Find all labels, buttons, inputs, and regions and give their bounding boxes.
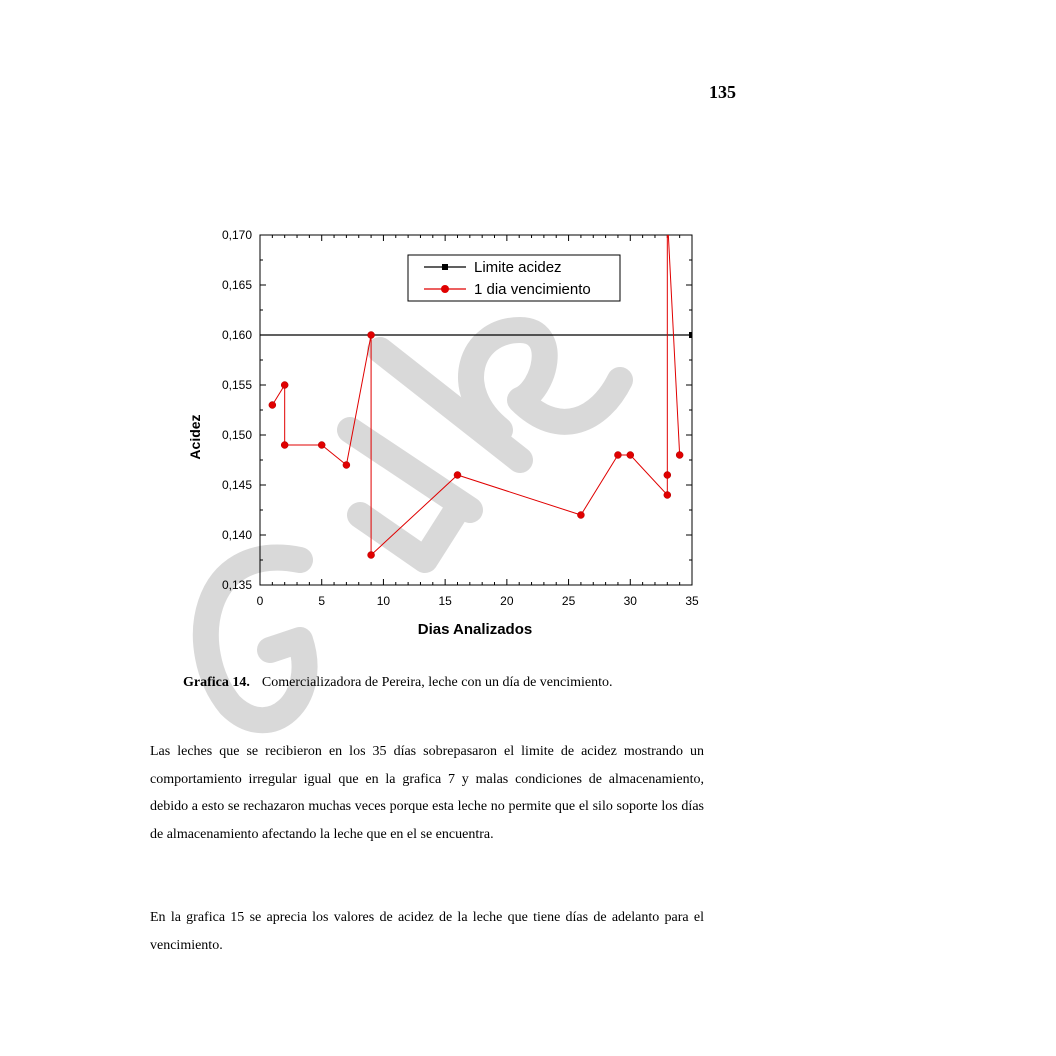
data-point — [577, 512, 584, 519]
y-tick-label: 0,170 — [221, 228, 252, 242]
y-tick-label: 0,165 — [221, 278, 252, 292]
data-point — [627, 452, 634, 459]
data-point — [664, 472, 671, 479]
x-tick-label: 0 — [256, 594, 264, 608]
caption-text: Comercializadora de Pereira, leche con un día de vencimiento. — [261, 675, 613, 690]
data-point — [664, 492, 671, 499]
x-tick-label: 35 — [685, 594, 699, 608]
data-point — [368, 552, 375, 559]
x-tick-label: 10 — [376, 594, 391, 608]
x-tick-label: 30 — [623, 594, 637, 608]
acidity-chart — [160, 215, 720, 655]
x-tick-label: 25 — [561, 594, 576, 608]
x-tick-label: 15 — [438, 594, 452, 608]
data-point — [676, 452, 683, 459]
legend-marker — [441, 285, 449, 293]
data-point — [269, 402, 276, 409]
data-point — [689, 332, 695, 338]
data-point — [614, 452, 621, 459]
data-point — [664, 215, 671, 219]
chart-legend — [408, 255, 620, 301]
y-tick-label: 0,160 — [221, 328, 252, 342]
caption-label: Grafica 14. — [183, 675, 250, 690]
legend-label: Limite acidez — [474, 259, 562, 276]
y-tick-label: 0,145 — [221, 478, 252, 492]
data-point — [368, 332, 375, 339]
y-axis-label: Acidez — [187, 414, 203, 460]
data-point — [454, 472, 461, 479]
data-point — [281, 442, 288, 449]
y-tick-label: 0,140 — [221, 528, 252, 542]
page-number: 135 — [709, 82, 736, 102]
data-point — [281, 382, 288, 389]
data-point — [343, 462, 350, 469]
x-axis-label: Dias Analizados — [417, 621, 533, 638]
paragraph-1: Las leches que se recibieron en los 35 días sobrepasaron el limite de acidez mostrando un comportamiento irregular igual que en la grafica 7 y malas condiciones de almacenamiento, debido a esto se rechazaron muchas veces porque esta leche no permite que el silo soporte los días de almacenamiento afectando la leche que en el se encuentra. — [150, 744, 704, 842]
x-tick-label: 5 — [318, 594, 326, 608]
paragraph-2: En la grafica 15 se aprecia los valores de acidez de la leche que tiene días de adelanto para el vencimiento. — [150, 910, 704, 953]
legend-marker — [442, 264, 448, 270]
y-tick-label: 0,155 — [221, 378, 252, 392]
figure-caption — [183, 675, 783, 691]
data-point — [318, 442, 325, 449]
series-limite-acidez — [260, 332, 695, 338]
legend-label: 1 dia vencimiento — [474, 281, 591, 298]
x-tick-label: 20 — [500, 594, 514, 608]
y-tick-label: 0,150 — [221, 428, 252, 442]
y-tick-label: 0,135 — [221, 578, 252, 592]
